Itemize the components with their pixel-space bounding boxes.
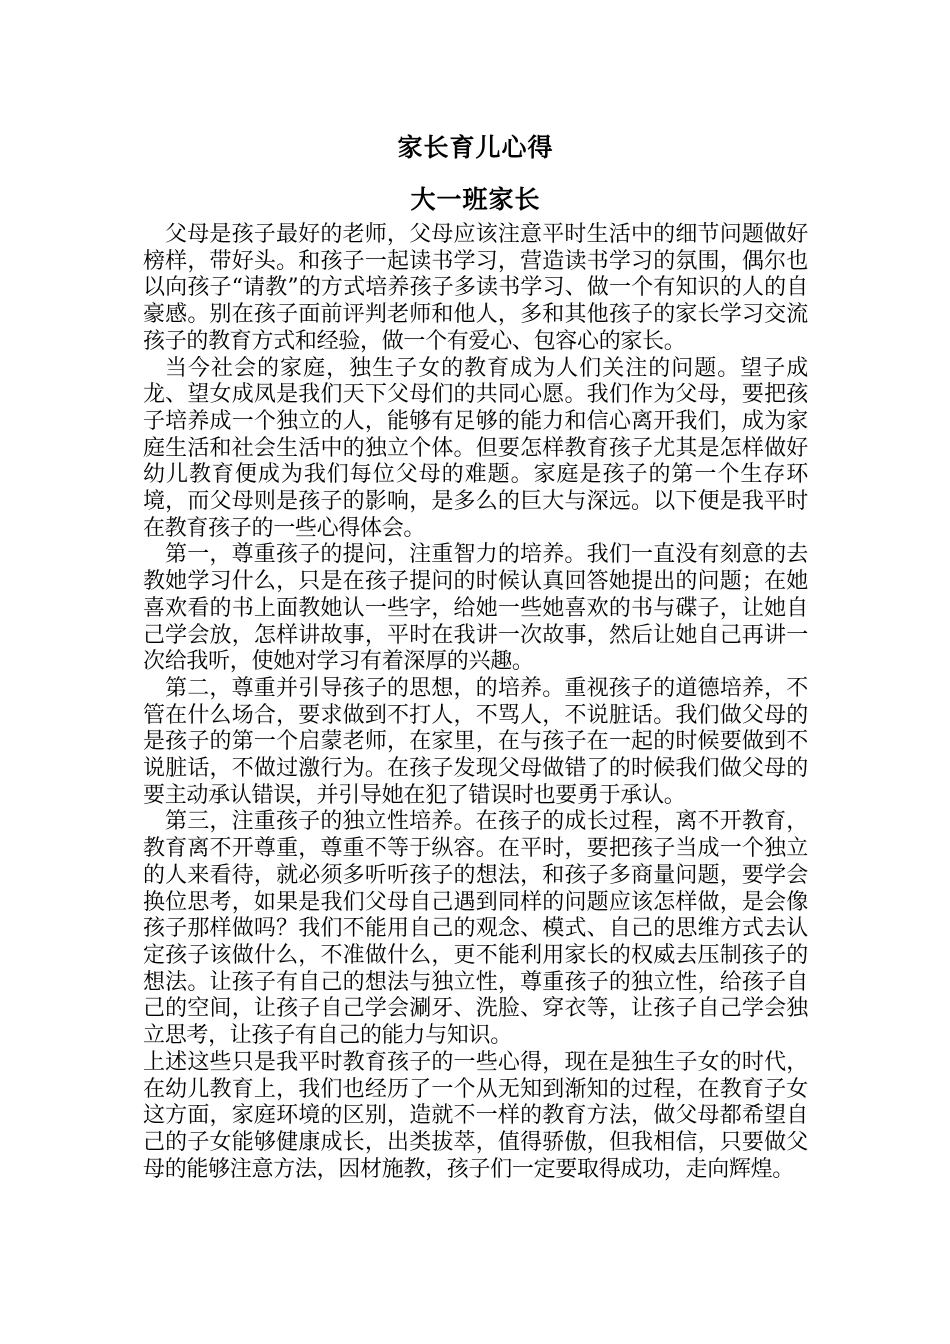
document-page — [143, 128, 808, 1183]
document-title: 家长育儿心得 — [397, 133, 554, 162]
author-line: 大一班家长 — [410, 185, 541, 214]
paragraph-2: 当今社会的家庭，独生子女的教育成为人们关注的问题。望子成龙、望女成凤是我们天下父母们的共同心愿。我们作为父母，要把孩子培养成一个独立的人，能够有足够的能力和信心离开我们，成为家庭生活和社会生活中的独立个体。但要怎样教育孩子尤其是怎样做好幼儿教育便成为我们每位父母的难题。家庭是孩子的第一个生存环境，而父母则是孩子的影响，是多么的巨大与深远。以下便是我平时在教育孩子的一些心得体会。 — [143, 355, 808, 541]
paragraph-4: 第二，尊重并引导孩子的思想，的培养。重视孩子的道德培养，不管在什么场合，要求做到不打人，不骂人，不说脏话。我们做父母的是孩子的第一个启蒙老师，在家里，在与孩子在一起的时候要做到不说脏话，不做过激行为。在孩子发现父母做错了的时候我们做父母的要主动承认错误，并引导她在犯了错误时也要勇于承认。 — [143, 675, 808, 808]
paragraph-3: 第一，尊重孩子的提问，注重智力的培养。我们一直没有刻意的去教她学习什么，只是在孩子提问的时候认真回答她提出的问题；在她喜欢看的书上面教她认一些字，给她一些她喜欢的书与碟子，让她自己学会放，怎样讲故事，平时在我讲一次故事，然后让她自己再讲一次给我听，使她对学习有着深厚的兴趣。 — [143, 542, 808, 675]
paragraph-5: 第三，注重孩子的独立性培养。在孩子的成长过程，离不开教育，教育离不开尊重，尊重不等于纵容。在平时，要把孩子当成一个独立的人来看待，就必须多听听孩子的想法，和孩子多商量问题，要学会换位思考，如果是我们父母自己遇到同样的问题应该怎样做，是会像孩子那样做吗？我们不能用自己的观念、模式、自己的思维方式去认定孩子该做什么，不准做什么，更不能利用家长的权威去压制孩子的想法。让孩子有自己的想法与独立性，尊重孩子的独立性，给孩子自己的空间，让孩子自己学会涮牙、洗脸、穿衣等，让孩子自己学会独立思考，让孩子有自己的能力与知识。 — [143, 809, 808, 1049]
paragraph-6: 上述这些只是我平时教育孩子的一些心得，现在是独生子女的时代，在幼儿教育上，我们也经历了一个从无知到渐知的过程，在教育子女这方面，家庭环境的区别，造就不一样的教育方法，做父母都希望自己的子女能够健康成长，出类拔萃，值得骄傲，但我相信，只要做父母的能够注意方法，因材施教，孩子们一定要取得成功，走向辉煌。 — [143, 1049, 808, 1182]
paragraph-1: 父母是孩子最好的老师，父母应该注意平时生活中的细节问题做好榜样，带好头。和孩子一起读书学习，营造读书学习的氛围，偶尔也以向孩子“请教”的方式培养孩子多读书学习、做一个有知识的人的自豪感。别在孩子面前评判老师和他人，多和其他孩子的家长学习交流孩子的教育方式和经验，做一个有爱心、包容心的家长。 — [143, 222, 808, 354]
